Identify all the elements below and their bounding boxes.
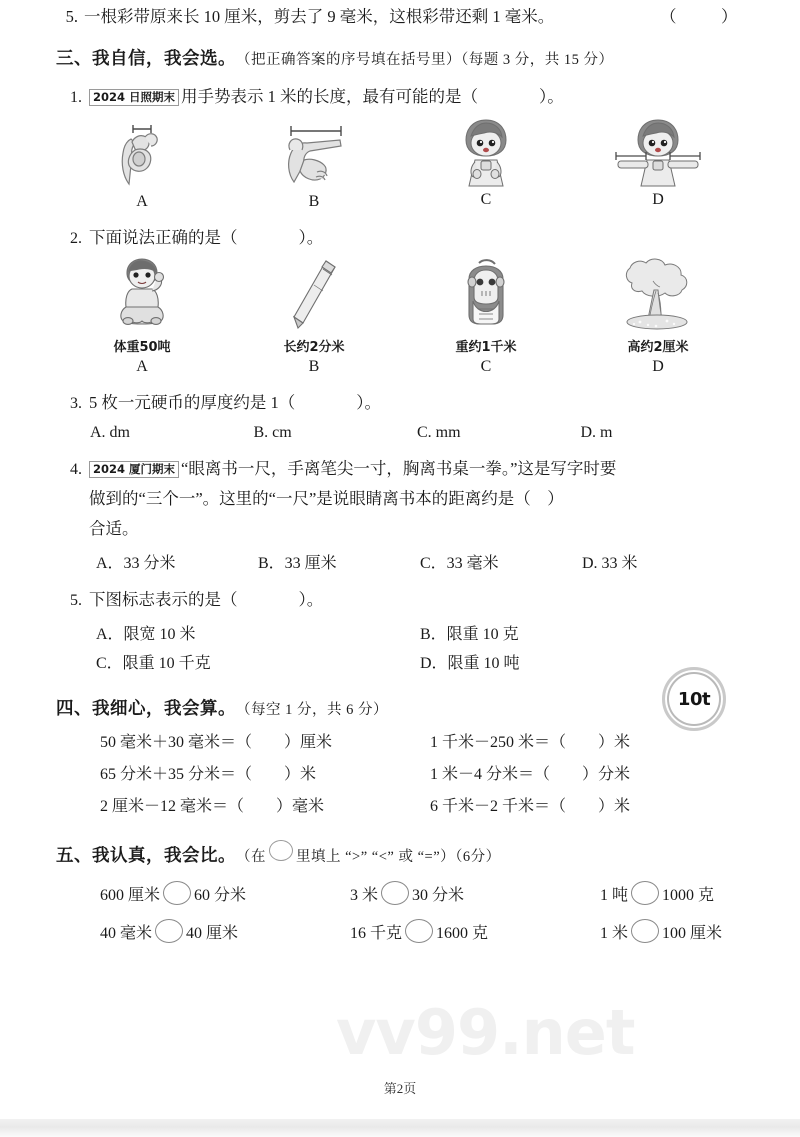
compare-answer-circle[interactable] bbox=[631, 919, 659, 943]
option-C-caption: 重约1千米 bbox=[455, 340, 517, 355]
page-bottom-band bbox=[0, 1119, 800, 1137]
choice-C[interactable]: C．限重 10 千克 bbox=[96, 655, 211, 672]
choice-D[interactable]: D．限重 10 吨 bbox=[420, 655, 520, 672]
option-C-letter: C bbox=[480, 191, 492, 208]
option-A[interactable] bbox=[56, 118, 228, 211]
option-B-letter: B bbox=[308, 193, 320, 210]
choice-A[interactable]: A．限宽 10 米 bbox=[96, 626, 196, 643]
compare-right: 30 分米 bbox=[412, 886, 465, 904]
question-5-number: 5. bbox=[70, 592, 82, 609]
compare-circle-icon bbox=[269, 840, 293, 861]
section-5-note-after: 里填上 “>” “<” 或 “=”）（6分） bbox=[296, 849, 501, 865]
compare-right: 60 分米 bbox=[194, 886, 247, 904]
option-D-letter: D bbox=[652, 358, 664, 375]
compare-answer-circle[interactable] bbox=[405, 919, 433, 943]
choice-B[interactable]: B．限重 10 克 bbox=[420, 626, 519, 643]
calc-row bbox=[56, 729, 744, 752]
weight-limit-sign-label: 10t bbox=[677, 688, 711, 710]
compare-left: 1 吨 bbox=[600, 886, 629, 904]
compare-left: 600 厘米 bbox=[100, 886, 161, 904]
choice-C[interactable]: C．33 毫米 bbox=[420, 555, 499, 572]
question-4-choices bbox=[56, 550, 744, 573]
compare-row bbox=[56, 881, 744, 905]
question-5-stem: 下图标志表示的是（ bbox=[89, 590, 238, 609]
question-1-stem: 用手势表示 1 米的长度，最有可能的是（ bbox=[181, 87, 479, 106]
section-3-note: （把正确答案的序号填在括号里）（每题 3 分，共 15 分） bbox=[236, 52, 614, 68]
option-C[interactable] bbox=[400, 259, 572, 376]
question-4 bbox=[56, 454, 744, 544]
question-3-stem: 5 枚一元硬币的厚度约是 1（ bbox=[89, 393, 296, 412]
question-4-line-3: 合适。 bbox=[89, 519, 139, 538]
exam-source-tag: 2024 日照期末 bbox=[89, 89, 179, 106]
question-4-text bbox=[89, 454, 744, 544]
option-A-letter: A bbox=[136, 193, 148, 210]
calc-expression[interactable]: 50 毫米＋30 毫米＝（ ）厘米 bbox=[100, 734, 333, 751]
choice-C[interactable]: C. mm bbox=[417, 424, 461, 441]
choice-D[interactable]: D. m bbox=[580, 424, 613, 441]
pencil-icon bbox=[279, 259, 349, 331]
compare-item[interactable] bbox=[600, 919, 722, 943]
choice-A[interactable]: A. dm bbox=[90, 424, 130, 441]
backpack-icon bbox=[451, 259, 521, 331]
carryover-answer-paren: （ ） bbox=[660, 7, 752, 26]
question-5 bbox=[56, 585, 744, 615]
section-5-note-before: （在 bbox=[236, 849, 266, 865]
calc-expression[interactable]: 1 米－4 分米＝（ ）分米 bbox=[430, 766, 631, 783]
compare-right: 1600 克 bbox=[436, 924, 489, 942]
option-B[interactable] bbox=[228, 118, 400, 211]
option-D[interactable] bbox=[572, 118, 744, 211]
girl-hands-close-icon bbox=[450, 118, 522, 190]
question-5-stem-end: ）。 bbox=[298, 590, 324, 609]
boy-sitting-icon bbox=[105, 259, 179, 331]
carryover-item bbox=[56, 0, 752, 31]
compare-right: 1000 克 bbox=[662, 886, 715, 904]
question-1-number: 1. bbox=[70, 89, 82, 106]
compare-item[interactable] bbox=[350, 881, 600, 905]
question-1-text bbox=[89, 82, 744, 112]
calc-expression[interactable]: 6 千米－2 千米＝（ ）米 bbox=[430, 798, 631, 815]
compare-row bbox=[56, 919, 744, 943]
question-3-text bbox=[89, 388, 744, 418]
question-1-options bbox=[56, 118, 744, 211]
compare-left: 40 毫米 bbox=[100, 924, 153, 942]
section-4-note: （每空 1 分，共 6 分） bbox=[236, 702, 388, 718]
choice-B[interactable]: B．33 厘米 bbox=[258, 555, 337, 572]
question-3-stem-end: ）。 bbox=[356, 393, 381, 412]
calc-row bbox=[56, 793, 744, 816]
section-5-header bbox=[56, 840, 744, 867]
section-3-header bbox=[56, 45, 744, 70]
section-4-header bbox=[56, 695, 744, 720]
question-3-number: 3. bbox=[70, 395, 82, 412]
compare-item[interactable] bbox=[100, 881, 350, 905]
question-2-options bbox=[56, 259, 744, 376]
option-D-letter: D bbox=[652, 191, 664, 208]
question-2-stem: 下面说法正确的是（ bbox=[89, 228, 238, 247]
compare-item[interactable] bbox=[100, 919, 350, 943]
question-4-line-2: 做到的“三个一”。这里的“一尺”是说眼睛离书本的距离约是（ ） bbox=[89, 489, 564, 508]
option-B-caption: 长约2分米 bbox=[283, 340, 345, 355]
compare-item[interactable] bbox=[600, 881, 714, 905]
hand-point-icon bbox=[274, 118, 354, 190]
question-2-number: 2. bbox=[70, 230, 82, 247]
question-3 bbox=[56, 388, 744, 418]
option-A-letter: A bbox=[136, 358, 148, 375]
hand-pinch-icon bbox=[107, 118, 177, 190]
page-number: 第2页 bbox=[383, 1081, 417, 1096]
question-2-text bbox=[89, 223, 744, 253]
section-4-title: 四、我细心，我会算。 bbox=[56, 699, 236, 719]
compare-right: 100 厘米 bbox=[662, 924, 723, 942]
option-B-letter: B bbox=[308, 358, 320, 375]
option-C-letter: C bbox=[480, 358, 492, 375]
option-C[interactable] bbox=[400, 118, 572, 211]
compare-item[interactable] bbox=[350, 919, 600, 943]
question-3-choices bbox=[56, 424, 744, 442]
question-1-stem-end: ）。 bbox=[539, 87, 564, 106]
compare-left: 1 米 bbox=[600, 924, 629, 942]
compare-answer-circle[interactable] bbox=[155, 919, 183, 943]
exam-source-tag: 2024 厦门期末 bbox=[89, 461, 179, 478]
compare-right: 40 厘米 bbox=[186, 924, 239, 942]
option-B[interactable] bbox=[228, 259, 400, 376]
carryover-number: 5. bbox=[65, 7, 78, 26]
calc-expression[interactable]: 2 厘米－12 毫米＝（ ）毫米 bbox=[100, 798, 325, 815]
tree-icon bbox=[610, 259, 706, 331]
choice-A[interactable]: A．33 分米 bbox=[96, 555, 176, 572]
question-5-choices-row-1 bbox=[56, 621, 744, 644]
compare-answer-circle[interactable] bbox=[631, 881, 659, 905]
compare-answer-circle[interactable] bbox=[163, 881, 191, 905]
section-3-title: 三、我自信，我会选。 bbox=[56, 49, 236, 69]
question-4-number: 4. bbox=[70, 461, 82, 478]
question-1 bbox=[56, 82, 744, 112]
question-4-line-1: “眼离书一尺，手离笔尖一寸，胸离书桌一拳。”这是写字时要 bbox=[181, 459, 617, 478]
question-2-stem-end: ）。 bbox=[298, 228, 324, 247]
option-D-caption: 高约2厘米 bbox=[627, 340, 689, 355]
calc-expression[interactable]: 65 分米＋35 分米＝（ ）米 bbox=[100, 766, 317, 783]
site-watermark: vv99.net bbox=[336, 996, 635, 1069]
question-5-choices-row-2 bbox=[56, 650, 744, 673]
question-5-text bbox=[89, 585, 744, 615]
option-A-caption: 体重50吨 bbox=[113, 340, 171, 355]
option-A[interactable] bbox=[56, 259, 228, 376]
compare-left: 16 千克 bbox=[350, 924, 403, 942]
compare-answer-circle[interactable] bbox=[381, 881, 409, 905]
choice-B[interactable]: B. cm bbox=[253, 424, 292, 441]
calc-row bbox=[56, 761, 744, 784]
calc-expression[interactable]: 1 千米－250 米＝（ ）米 bbox=[430, 734, 631, 751]
section-5-title: 五、我认真，我会比。 bbox=[56, 846, 236, 866]
option-D[interactable] bbox=[572, 259, 744, 376]
compare-left: 3 米 bbox=[350, 886, 379, 904]
choice-D[interactable]: D. 33 米 bbox=[582, 555, 638, 572]
question-2 bbox=[56, 223, 744, 253]
carryover-text: 一根彩带原来长 10 厘米，剪去了 9 毫米，这根彩带还剩 1 毫米。 bbox=[84, 7, 555, 26]
girl-arms-wide-icon bbox=[608, 118, 708, 190]
